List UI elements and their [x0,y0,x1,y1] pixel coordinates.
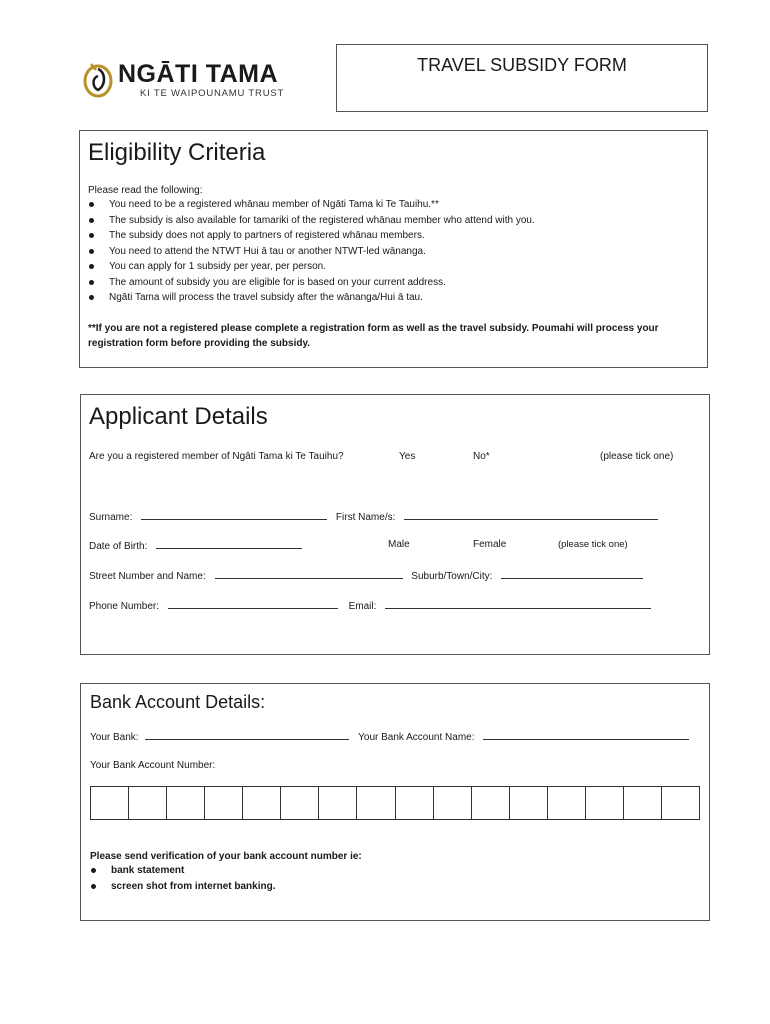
bullet-icon [89,295,94,300]
eligibility-heading: Eligibility Criteria [88,139,266,166]
registration-note-line2: registration form before providing the subsidy. [88,338,311,349]
account-digit-cell[interactable] [510,787,548,819]
no-option[interactable]: No* [473,451,490,462]
verify-heading: Please send verification of your bank account number ie: [90,851,362,862]
applicant-heading: Applicant Details [89,403,268,430]
bullet-icon [89,249,94,254]
street-field[interactable] [215,568,403,579]
bullet-icon [89,280,94,285]
account-digit-cell[interactable] [662,787,699,819]
account-digit-cell[interactable] [91,787,129,819]
dob-row [89,538,302,553]
verify-list [90,863,275,894]
account-digit-cell[interactable] [624,787,662,819]
account-number-grid [90,786,700,820]
email-field[interactable] [385,598,651,609]
account-digit-cell[interactable] [472,787,510,819]
surname-row [89,509,658,524]
bullet-icon [89,218,94,223]
street-label: Street Number and Name: [89,571,206,582]
bullet-icon [89,202,94,207]
account-digit-cell[interactable] [357,787,395,819]
firstname-field[interactable] [404,509,658,520]
account-digit-cell[interactable] [319,787,357,819]
suburb-field[interactable] [501,568,643,579]
eligibility-section [79,130,708,368]
account-digit-cell[interactable] [243,787,281,819]
account-name-field[interactable] [483,729,689,740]
tick-hint: (please tick one) [600,451,674,462]
phone-field[interactable] [168,598,338,609]
account-number-label: Your Bank Account Number: [90,760,216,771]
list-item: bank statement [90,863,275,879]
surname-field[interactable] [141,509,327,520]
male-option[interactable]: Male [388,539,410,550]
list-item: The subsidy is also available for tamariki of the registered whānau member who attend with you. [88,213,535,229]
account-digit-cell[interactable] [205,787,243,819]
list-item: Ngāti Tama will process the travel subsidy after the wānanga/Hui ā tau. [88,290,535,306]
gender-hint: (please tick one) [558,539,628,550]
suburb-label: Suburb/Town/City: [411,571,493,582]
list-item: You need to attend the NTWT Hui ā tau or another NTWT-led wānanga. [88,244,535,260]
bank-heading: Bank Account Details: [90,692,266,712]
list-item: screen shot from internet banking. [90,879,275,895]
logo-name: NGĀTI TAMA [118,60,279,88]
bank-section [80,683,710,921]
bullet-icon [89,233,94,238]
form-title-box [336,44,708,112]
account-digit-cell[interactable] [167,787,205,819]
koru-logo-icon [82,60,116,98]
account-digit-cell[interactable] [129,787,167,819]
applicant-section [80,394,710,655]
dob-label: Date of Birth: [89,541,148,552]
yes-option[interactable]: Yes [399,451,416,462]
bullet-icon [89,264,94,269]
surname-label: Surname: [89,512,133,523]
bullet-icon [91,884,96,889]
bullet-icon [91,868,96,873]
eligibility-intro: Please read the following: [88,185,203,196]
phone-label: Phone Number: [89,601,160,612]
list-item: The amount of subsidy you are eligible for is based on your current address. [88,275,535,291]
form-title: TRAVEL SUBSIDY FORM [417,55,627,75]
dob-field[interactable] [156,538,302,549]
account-digit-cell[interactable] [548,787,586,819]
bank-row [90,729,689,744]
account-digit-cell[interactable] [586,787,624,819]
account-digit-cell[interactable] [396,787,434,819]
account-digit-cell[interactable] [434,787,472,819]
email-label: Email: [348,601,377,612]
logo-subtitle: KI TE WAIPOUNAMU TRUST [140,88,285,99]
firstname-label: First Name/s: [335,512,396,523]
list-item: You can apply for 1 subsidy per year, per person. [88,259,535,275]
list-item: You need to be a registered whānau member of Ngāti Tama ki Te Tauihu.** [88,197,535,213]
registered-question: Are you a registered member of Ngāti Tama ki Te Tauihu? [89,451,344,462]
address-row [89,568,643,583]
logo [82,58,312,102]
list-item: The subsidy does not apply to partners of registered whānau members. [88,228,535,244]
registration-note-line1: **If you are not a registered please complete a registration form as well as the travel subsidy. Poumahi will process your [88,323,659,334]
contact-row [89,598,651,613]
bank-field[interactable] [145,729,349,740]
account-name-label: Your Bank Account Name: [358,732,475,743]
female-option[interactable]: Female [473,539,507,550]
account-digit-cell[interactable] [281,787,319,819]
eligibility-list [88,197,535,306]
bank-label: Your Bank: [90,732,139,743]
